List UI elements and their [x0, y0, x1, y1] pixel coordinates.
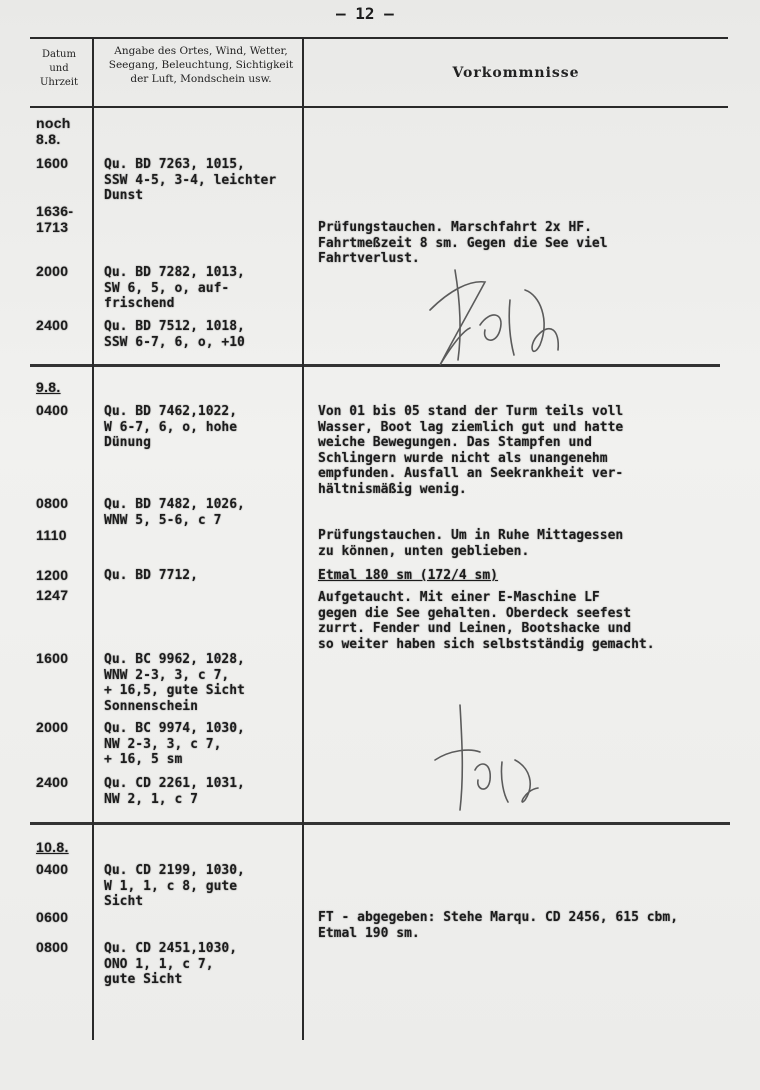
block-divider-1 [30, 364, 720, 367]
day-label: 9.8. [36, 379, 61, 395]
header-loc-line-3: der Luft, Mondschein usw. [130, 73, 272, 85]
block-divider-2 [30, 822, 730, 825]
time-cell: 1600 [36, 155, 69, 171]
time-cell: 0600 [36, 909, 69, 925]
location-cell: Qu. BC 9974, 1030, NW 2-3, 3, c 7, + 16, 5 sm [104, 721, 245, 767]
location-cell: Qu. BD 7512, 1018, SSW 6-7, 6, o, +10 [104, 319, 245, 350]
header-rule [30, 106, 728, 108]
time-cell: 1636- 1713 [36, 203, 74, 235]
header-loc-line-1: Angabe des Ortes, Wind, Wetter, [114, 45, 288, 57]
location-cell: Qu. BD 7462,1022, W 6-7, 6, o, hohe Dünung [104, 404, 238, 450]
top-rule [30, 37, 728, 39]
time-cell: 2400 [36, 774, 69, 790]
header-date-time [30, 48, 88, 90]
time-cell: 0400 [36, 861, 69, 877]
time-cell: 0800 [36, 495, 69, 511]
time-cell: 2000 [36, 263, 69, 279]
location-cell: Qu. BD 7263, 1015, SSW 4-5, 3-4, leichter Dunst [104, 157, 277, 203]
header-loc-line-2: Seegang, Beleuchtung, Sichtigkeit [108, 59, 294, 71]
event-cell: FT - abgegeben: Stehe Marqu. CD 2456, 615 cbm, Etmal 190 sm. [318, 910, 679, 941]
event-cell: Prüfungstauchen. Marschfahrt 2x HF. Fahrtmeßzeit 8 sm. Gegen die See viel Fahrtverlust. [318, 220, 608, 266]
location-cell: Qu. CD 2199, 1030, W 1, 1, c 8, gute Sicht [104, 863, 245, 909]
event-cell: Von 01 bis 05 stand der Turm teils voll Wasser, Boot lag ziemlich gut und hatte weiche Bewegungen. Das Stampfen und Schlingern wurde nicht als unangenehm empfunden. Ausfall an Seekrankheit ver- hältnismäßig wenig. [318, 404, 624, 497]
signature-1 [410, 250, 580, 380]
time-cell: 0800 [36, 939, 69, 955]
location-cell: Qu. BC 9962, 1028, WNW 2-3, 3, c 7, + 16,5, gute Sicht Sonnenschein [104, 652, 245, 714]
location-cell: Qu. CD 2261, 1031, NW 2, 1, c 7 [104, 776, 245, 807]
location-cell: Qu. CD 2451,1030, ONO 1, 1, c 7, gute Sicht [104, 941, 238, 987]
location-cell: Qu. BD 7282, 1013, SW 6, 5, o, auf- frischend [104, 265, 245, 311]
day-label: noch 8.8. [36, 115, 71, 147]
location-cell: Qu. BD 7482, 1026, WNW 5, 5-6, c 7 [104, 497, 245, 528]
header-events: Vorkommnisse [452, 65, 580, 81]
header-time-line: Uhrzeit [39, 77, 79, 88]
header-location-weather [98, 44, 304, 86]
location-cell: Qu. BD 7712, [104, 568, 198, 583]
time-cell: 1247 [36, 587, 69, 603]
column-line-2 [302, 37, 304, 1040]
day-label: 10.8. [36, 839, 69, 855]
event-cell: Etmal 180 sm (172/4 sm) [318, 568, 499, 583]
event-cell: Aufgetaucht. Mit einer E-Maschine LF gegen die See gehalten. Oberdeck seefest zurrt. Fender und Leinen, Bootshacke und so weiter haben sich selbstständig gemacht. [318, 590, 655, 652]
signature-2 [420, 690, 560, 820]
header-and-line: und [49, 63, 69, 74]
page-number: – 12 – [336, 4, 394, 23]
time-cell: 0400 [36, 402, 69, 418]
time-cell: 1600 [36, 650, 69, 666]
column-line-1 [92, 37, 94, 1040]
header-date-line: Datum [42, 49, 76, 60]
event-cell: Prüfungstauchen. Um in Ruhe Mittagessen zu können, unten geblieben. [318, 528, 624, 559]
time-cell: 2000 [36, 719, 69, 735]
time-cell: 1110 [36, 527, 67, 543]
time-cell: 1200 [36, 567, 69, 583]
time-cell: 2400 [36, 317, 69, 333]
